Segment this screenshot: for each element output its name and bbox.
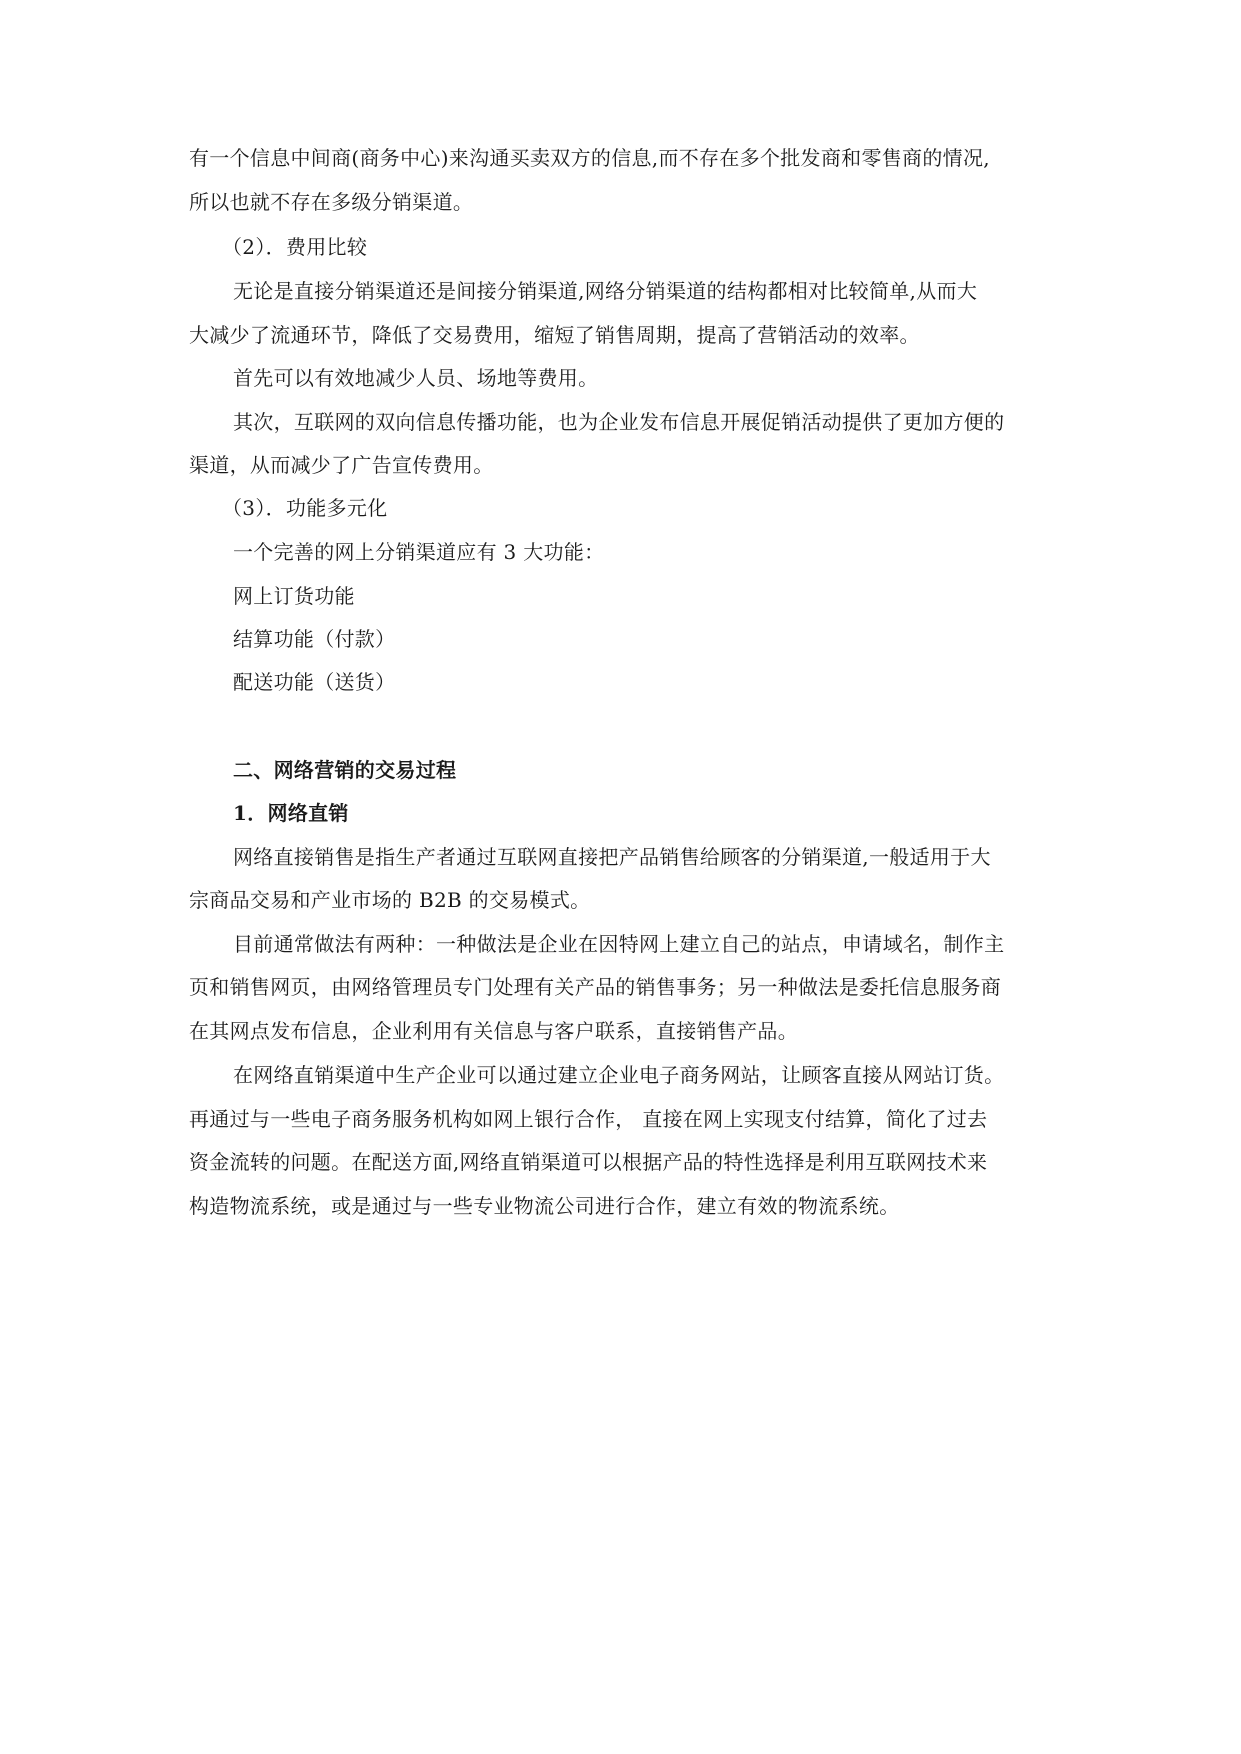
paragraph-line: 在网络直销渠道中生产企业可以通过建立企业电子商务网站，让顾客直接从网站订货。 xyxy=(233,1063,1005,1087)
paragraph-line: 无论是直接分销渠道还是间接分销渠道,网络分销渠道的结构都相对比较简单,从而大 xyxy=(233,279,978,303)
subheading-cost-comparison: （2）．费用比较 xyxy=(222,235,368,259)
function-item: 网上订货功能 xyxy=(233,584,355,608)
function-item: 结算功能（付款） xyxy=(233,627,396,651)
subheading-multi-function: （3）．功能多元化 xyxy=(222,496,388,520)
paragraph-line: 其次，互联网的双向信息传播功能，也为企业发布信息开展促销活动提供了更加方便的 xyxy=(233,410,1005,434)
paragraph-line: 宗商品交易和产业市场的 B2B 的交易模式。 xyxy=(189,888,591,912)
paragraph-line: 有一个信息中间商(商务中心)来沟通买卖双方的信息,而不存在多个批发商和零售商的情况, xyxy=(189,146,990,170)
paragraph-line: 网络直接销售是指生产者通过互联网直接把产品销售给顾客的分销渠道,一般适用于大 xyxy=(233,845,991,869)
paragraph-line: 构造物流系统，或是通过与一些专业物流公司进行合作，建立有效的物流系统。 xyxy=(189,1194,900,1218)
paragraph-line: 页和销售网页，由网络管理员专门处理有关产品的销售事务；另一种做法是委托信息服务商 xyxy=(189,975,1001,999)
paragraph-line: 所以也就不存在多级分销渠道。 xyxy=(189,190,474,214)
section-subheading: 1．网络直销 xyxy=(233,801,349,825)
function-item: 配送功能（送货） xyxy=(233,670,396,694)
paragraph-line: 资金流转的问题。在配送方面,网络直销渠道可以根据产品的特性选择是利用互联网技术来 xyxy=(189,1150,988,1174)
section-heading: 二、网络营销的交易过程 xyxy=(233,758,457,782)
paragraph-line: 首先可以有效地减少人员、场地等费用。 xyxy=(233,366,599,390)
paragraph-line: 渠道，从而减少了广告宣传费用。 xyxy=(189,453,494,477)
paragraph-line: 大减少了流通环节，降低了交易费用，缩短了销售周期，提高了营销活动的效率。 xyxy=(189,323,920,347)
paragraph-line: 目前通常做法有两种：一种做法是企业在因特网上建立自己的站点，申请域名，制作主 xyxy=(233,932,1005,956)
paragraph-line: 在其网点发布信息，企业利用有关信息与客户联系，直接销售产品。 xyxy=(189,1019,798,1043)
paragraph-line: 一个完善的网上分销渠道应有 3 大功能： xyxy=(233,540,605,564)
paragraph-line: 再通过与一些电子商务服务机构如网上银行合作， 直接在网上实现支付结算，简化了过去 xyxy=(189,1107,988,1131)
